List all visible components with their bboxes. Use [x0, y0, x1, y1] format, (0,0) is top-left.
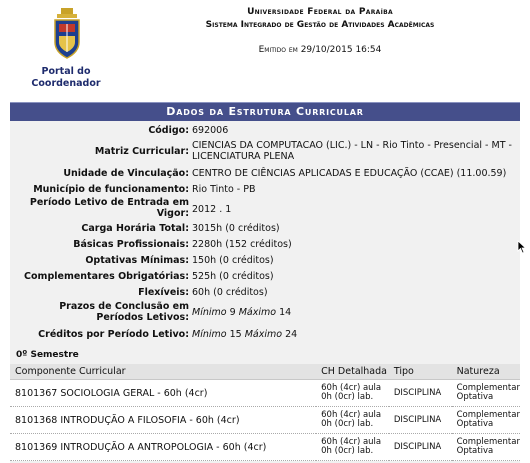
ch-aula: 60h (4cr) aula [321, 382, 382, 393]
ch-lab: 0h (0cr) lab. [321, 419, 374, 429]
min-value: 9 [229, 307, 236, 318]
max-value: 14 [279, 307, 292, 318]
field-value: 2012 . 1 [192, 204, 232, 215]
portal-line-1: Portal do [41, 66, 91, 77]
system-name: Sistema Integrado de Gestão de Atividades Acadêmicas [205, 20, 435, 30]
nature-line-1: Complementar [456, 382, 520, 393]
table-header-row [10, 364, 520, 380]
ch-detail [316, 434, 389, 461]
ch-detail [316, 407, 389, 434]
field-label: Código: [148, 125, 189, 136]
col-ch-detalhada: CH Detalhada [316, 364, 389, 380]
nature-line-2: Optativa [456, 446, 494, 456]
field-value: 150h (0 créditos) [192, 255, 274, 266]
portal-title [20, 66, 112, 90]
field-label: Optativas Mínimas: [85, 255, 189, 266]
nature-line-1: Complementar [456, 436, 520, 447]
field-label: Matriz Curricular: [94, 146, 189, 157]
ch-aula: 60h (4cr) aula [321, 409, 382, 420]
col-tipo: Tipo [389, 364, 452, 380]
field-value: 525h (0 créditos) [192, 271, 274, 282]
field-label: Créditos por Período Letivo: [38, 329, 189, 340]
max-label: Máximo [244, 329, 283, 340]
university-crest-icon [52, 8, 82, 60]
university-name: Universidade Federal da Paraíba [247, 7, 393, 17]
table-row [10, 434, 520, 461]
component-type: DISCIPLINA [389, 380, 452, 407]
component-nature [452, 407, 520, 434]
max-label: Máximo [238, 307, 277, 318]
component-name: 8101369 INTRODUÇÃO A ANTROPOLOGIA - 60h (4cr) [10, 434, 316, 461]
min-label: Mínimo [192, 307, 227, 318]
portal-line-2: Coordenador [31, 78, 101, 89]
field-value: 3015h (0 créditos) [192, 223, 280, 234]
ch-lab: 0h (0cr) lab. [321, 392, 374, 402]
field-label: Básicas Profissionais: [73, 239, 189, 250]
mouse-cursor-icon [517, 240, 527, 254]
nature-line-2: Optativa [456, 392, 494, 402]
component-type: DISCIPLINA [389, 407, 452, 434]
min-value: 15 [229, 329, 242, 340]
ch-lab: 0h (0cr) lab. [321, 446, 374, 456]
field-value: CENTRO DE CIÊNCIAS APLICADAS E EDUCAÇÃO (CCAE) (11.00.59) [192, 168, 507, 179]
col-natureza: Natureza [452, 364, 520, 380]
portal-logo[interactable] [20, 6, 112, 92]
field-value: CIENCIAS DA COMPUTACAO (LIC.) - LN - Rio Tinto - Presencial - MT - LICENCIATURA PLENA [192, 140, 512, 162]
semester-heading: 0º Semestre [16, 350, 79, 360]
nature-line-1: Complementar [456, 409, 520, 420]
field-value [192, 307, 512, 318]
panel-title: Dados da Estrutura Curricular [10, 102, 520, 121]
nature-line-2: Optativa [456, 419, 494, 429]
ch-detail [316, 380, 389, 407]
field-value [192, 329, 512, 340]
emission-date: Emitido em 29/10/2015 16:54 [258, 45, 382, 55]
field-label: Período Letivo de Entrada em Vigor: [29, 197, 189, 219]
components-table [10, 364, 520, 461]
curriculum-panel [10, 102, 520, 463]
field-label: Prazos de Conclusão em Períodos Letivos: [59, 301, 189, 323]
field-label: Unidade de Vinculação: [63, 168, 189, 179]
field-label: Complementares Obrigatórias: [24, 271, 189, 282]
component-name: 8101367 SOCIOLOGIA GERAL - 60h (4cr) [10, 380, 316, 407]
ch-aula: 60h (4cr) aula [321, 436, 382, 447]
institution-header [120, 6, 520, 57]
component-nature [452, 380, 520, 407]
field-value: Rio Tinto - PB [192, 184, 256, 195]
min-label: Mínimo [192, 329, 227, 340]
field-value: 2280h (152 créditos) [192, 239, 292, 250]
field-label: Município de funcionamento: [33, 184, 189, 195]
table-row [10, 380, 520, 407]
component-nature [452, 434, 520, 461]
field-value: 692006 [192, 125, 229, 136]
component-type: DISCIPLINA [389, 434, 452, 461]
component-name: 8101368 INTRODUÇÃO A FILOSOFIA - 60h (4cr) [10, 407, 316, 434]
col-componente: Componente Curricular [10, 364, 316, 380]
field-label: Carga Horária Total: [81, 223, 189, 234]
field-label: Flexíveis: [138, 287, 189, 298]
page-header [0, 0, 530, 95]
field-value: 60h (0 créditos) [192, 287, 268, 298]
max-value: 24 [285, 329, 298, 340]
table-row [10, 407, 520, 434]
